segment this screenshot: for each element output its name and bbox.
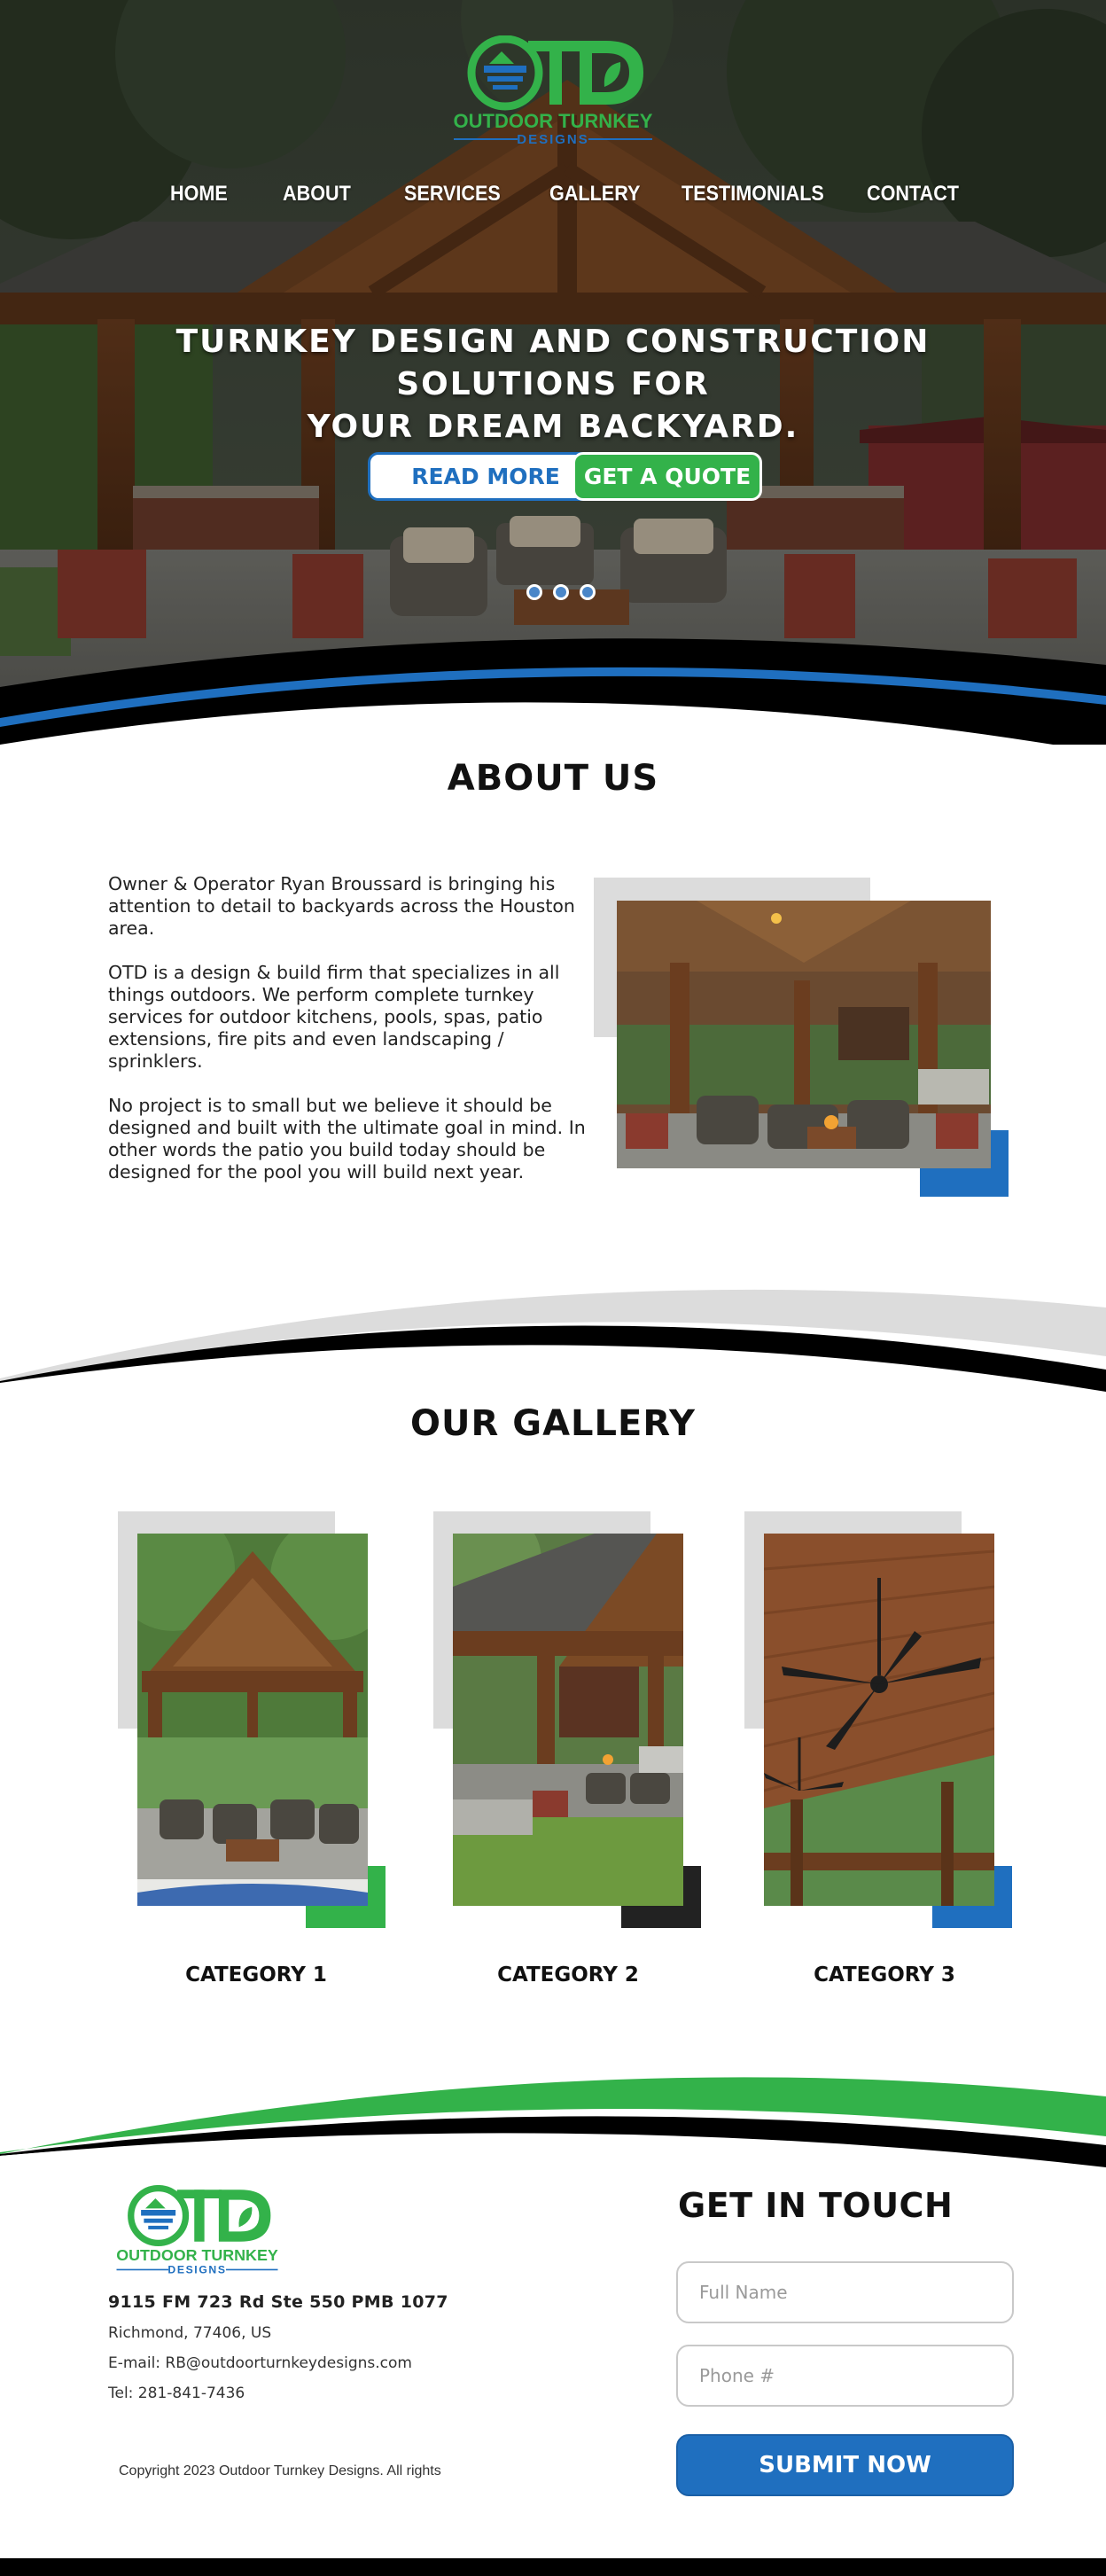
slide-dot-2[interactable] (553, 584, 569, 600)
gallery-photo-2 (453, 1534, 683, 1906)
slider-dots (526, 584, 597, 602)
get-quote-button[interactable]: GET A QUOTE (572, 452, 762, 501)
main-nav (0, 182, 1106, 217)
hero-wave-divider (0, 621, 1106, 745)
footer-phone[interactable]: Tel: 281-841-7436 (108, 2385, 245, 2402)
nav-gallery[interactable]: GALLERY (549, 182, 641, 206)
footer-logo-text-line2: DESIGNS (167, 2263, 227, 2276)
footer-address-line1: 9115 FM 723 Rd Ste 550 PMB 1077 (108, 2292, 448, 2312)
gallery-category-2-label[interactable]: CATEGORY 2 (497, 1963, 639, 1987)
phone-input[interactable] (676, 2345, 1014, 2407)
about-paragraph-1: Owner & Operator Ryan Broussard is bringing his attention to detail to backyards across the Houston area. (108, 873, 575, 939)
nav-about[interactable]: ABOUT (283, 182, 351, 206)
submit-button[interactable]: SUBMIT NOW (676, 2434, 1014, 2496)
slide-dot-1[interactable] (526, 584, 542, 600)
hero-title-line1: TURNKEY DESIGN AND CONSTRUCTION SOLUTIONS FOR (175, 324, 931, 402)
slide-dot-3[interactable] (580, 584, 596, 600)
about-paragraph-2: OTD is a design & build firm that specializes in all things outdoors. We perform complete turnkey services for outdoor kitchens, pools, spas, patio extensions, fire pits and even landscaping / sprinklers. (108, 962, 560, 1072)
gallery-card-2[interactable] (433, 1511, 699, 1928)
contact-form-title: GET IN TOUCH (678, 2186, 954, 2225)
gallery-photo-3 (764, 1534, 994, 1906)
gallery-category-1-label[interactable]: CATEGORY 1 (185, 1963, 327, 1987)
gallery-card-1[interactable] (118, 1511, 384, 1928)
gallery-photo-1 (137, 1534, 368, 1906)
footer-email[interactable]: E-mail: RB@outdoorturnkeydesigns.com (108, 2354, 412, 2372)
gallery-swoosh-divider (0, 1285, 1106, 1418)
nav-testimonials[interactable]: TESTIMONIALS (682, 182, 824, 206)
about-paragraph-3: No project is to small but we believe it should be designed and built with the ultimate goal in mind. In other words the patio you build today should be designed for the pool you will build next year. (108, 1095, 586, 1183)
full-name-input[interactable] (676, 2261, 1014, 2323)
about-image-block (594, 878, 1010, 1197)
bottom-bar (0, 2558, 1106, 2576)
hero-title (110, 321, 996, 449)
nav-contact[interactable]: CONTACT (867, 182, 959, 206)
gallery-title: OUR GALLERY (410, 1403, 696, 1444)
gallery-card-3[interactable] (744, 1511, 1010, 1928)
about-photo (617, 901, 991, 1168)
about-text (108, 873, 587, 1206)
footer-address-line2: Richmond, 77406, US (108, 2324, 272, 2342)
gallery-category-3-label[interactable]: CATEGORY 3 (814, 1963, 955, 1987)
footer-logo-text-line1: OUTDOOR TURNKEY (116, 2245, 278, 2264)
nav-services[interactable]: SERVICES (404, 182, 501, 206)
footer-swoosh-divider (0, 2057, 1106, 2172)
nav-home[interactable]: HOME (170, 182, 228, 206)
footer-copyright: Copyright 2023 Outdoor Turnkey Designs. All rights (119, 2463, 441, 2478)
about-title: ABOUT US (447, 758, 659, 799)
footer-otd-logo[interactable] (111, 2185, 284, 2281)
hero-title-line2: YOUR DREAM BACKYARD. (307, 409, 799, 445)
logo-text-line1: OUTDOOR TURNKEY (453, 110, 653, 132)
logo-text-line2: DESIGNS (517, 132, 589, 147)
otd-logo[interactable] (447, 35, 659, 152)
hero-section (0, 0, 1106, 745)
read-more-button[interactable]: READ MORE (368, 452, 604, 501)
